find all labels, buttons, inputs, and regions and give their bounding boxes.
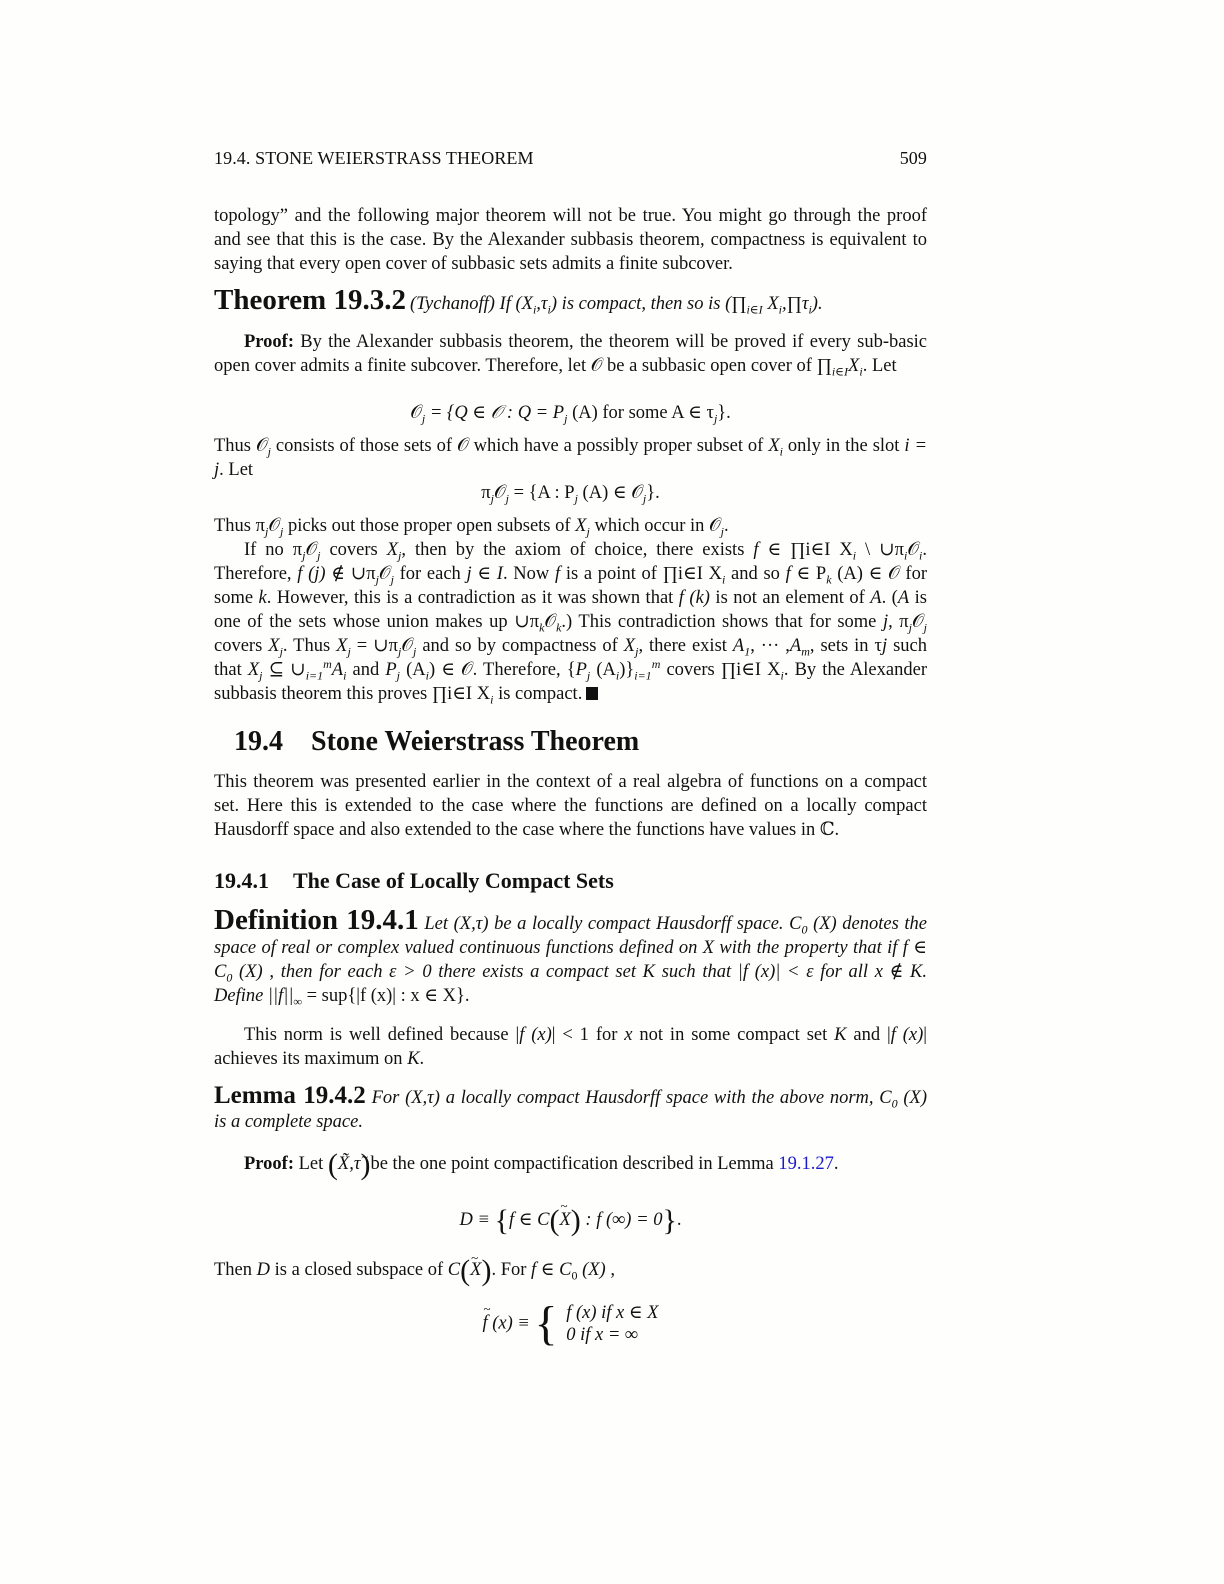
running-head-section: 19.4. STONE WEIERSTRASS THEOREM [214, 148, 534, 168]
theorem-label: Theorem 19.3.2 [214, 284, 406, 316]
theorem-19-3-2 [214, 284, 927, 317]
equation-f-tilde: ~ f (x) ≡ { f (x) if x ∈ X 0 if x = ∞ [214, 1300, 927, 1348]
subsection-number: 19.4.1 [214, 868, 269, 893]
running-head [214, 148, 927, 169]
section-19-4-heading [234, 726, 947, 758]
definition-text: Let (X,τ) be a locally compact Hausdorff space. $C_0$ (X) denotes the space of real or complex valued continuous functions defined on X with the property that if f ∈ $C_0$ (X) , then for each ε > 0 there exists a compact set K such that |f (x)| < ε for all x ∉ K. Define $||f||_\infty = sup\{|f$ (x)| : x ∈ X}. [214, 914, 927, 1009]
proof-label: Proof: [244, 1154, 294, 1174]
subsection-19-4-1-heading [214, 868, 927, 894]
lemma-text: For (X,τ) a locally compact Hausdorff space with the above norm, $C_0$ (X) is a complete space. [214, 1088, 928, 1132]
equation-Oj: 𝒪$_j$ = {Q ∈ 𝒪 : $Q = P_j$ (A) for some A ∈ $\tau_j$}. [410, 403, 731, 426]
proof-tychanoff-para1: Proof: By the Alexander subbasis theorem, the theorem will be proved if every sub-basic open cover admits a finite subcover. Therefore, let 𝒪 be a subbasic open cover of $\prod_{i\in I}X_i$. Let [214, 332, 927, 379]
theorem-statement: (Tychanoff) If $(X_i,\tau_i)$ is compact, then so is ($\prod_{i\in I}$ $X_i,\prod\tau_i$). [409, 294, 823, 317]
proof-tychanoff-para2: Thus 𝒪$_j$ consists of those sets of 𝒪 which have a possibly proper subset of $X_i$ only in the slot i = j. Let [214, 436, 927, 480]
norm-remark: This norm is well defined because |f (x)| < 1 for x not in some compact set K and |f (x)| achieves its maximum on K. [214, 1025, 927, 1069]
definition-label: Definition 19.4.1 [214, 904, 419, 936]
subsection-title: The Case of Locally Compact Sets [293, 868, 614, 893]
proof-tychanoff-para4: If no $\pi_j𝒪_j$ covers $X_j$, then by the axiom of choice, there exists f ∈ ∏i∈I $X_i$ \ $\cup\pi_i𝒪_i$. Therefore, f (j) ∉ $\cup\pi_j𝒪_j$ for each j ∈ I. Now f is a point of ∏i∈I $X_i$ and so f ∈ $P_k$ (A) ∈ 𝒪 for some k. However, this is a contradiction as it was shown that f (k) is not an element of A. (A is one of the sets whose union makes up $\cup\pi_k𝒪_k$.) This contradiction shows that for some j, $\pi_j𝒪_j$ covers $X_j$. Thus $X_j$ = $\cup\pi_j𝒪_j$ and so by compactness of $X_j$, there exist $A_1$, ··· $,A_m$, sets in τj such that $X_j$ ⊆ $\cup_{i=1}^mA_i$ and $P_j$ $(A_i)$ ∈ 𝒪. Therefore, {$P_j$ $(A_i)\}_{i=1}^m$ covers ∏i∈I $X_i$. By the Alexander subbasis theorem this proves ∏i∈I $X_i$ is compact. [214, 540, 927, 707]
page-number: 509 [899, 148, 927, 168]
equation-pi-Oj: $\pi_j𝒪_j = \{A$ : $P_j$ (A) ∈ 𝒪$_j$}. [481, 483, 660, 506]
proof-label: Proof: [244, 332, 294, 352]
lemma-label: Lemma 19.4.2 [214, 1082, 366, 1109]
proof-lemma-para1: Proof: Let (X̃,τ̃)be the one point compactification described in Lemma 19.1.27. [244, 1148, 839, 1181]
definition-19-4-1 [214, 904, 927, 1009]
qed-square-icon [586, 687, 598, 700]
proof-tychanoff-para3: Thus $\pi_j𝒪_j$ picks out those proper open subsets of $X_j$ which occur in 𝒪$_j$. [214, 516, 729, 539]
proof-lemma-para2: Then D is a closed subspace of C(~ X). For f ∈ $C_0$ (X) , [214, 1258, 927, 1283]
section-intro: This theorem was presented earlier in the context of a real algebra of functions on a compact set. Here this is extended to the case where the functions are defined on a locally compact Hausdorff space and also extended to the case where the functions have values in ℂ. [214, 772, 927, 840]
intro-paragraph: topology” and the following major theorem will not be true. You might go through the proof and see that this is the case. By the Alexander subbasis theorem, compactness is equivalent to saying that every open cover of subbasic sets admits a finite subcover. [214, 206, 927, 274]
section-number: 19.4 [234, 726, 283, 757]
lemma-19-4-2 [214, 1084, 927, 1134]
piecewise-cases: f (x) if x ∈ X 0 if x = ∞ [566, 1303, 659, 1345]
equation-D: D ≡ {f ∈ C(~ X) : f (∞) = 0}. [214, 1204, 927, 1238]
section-title: Stone Weierstrass Theorem [311, 726, 640, 757]
lemma-19-1-27-link[interactable]: 19.1.27 [778, 1154, 834, 1174]
